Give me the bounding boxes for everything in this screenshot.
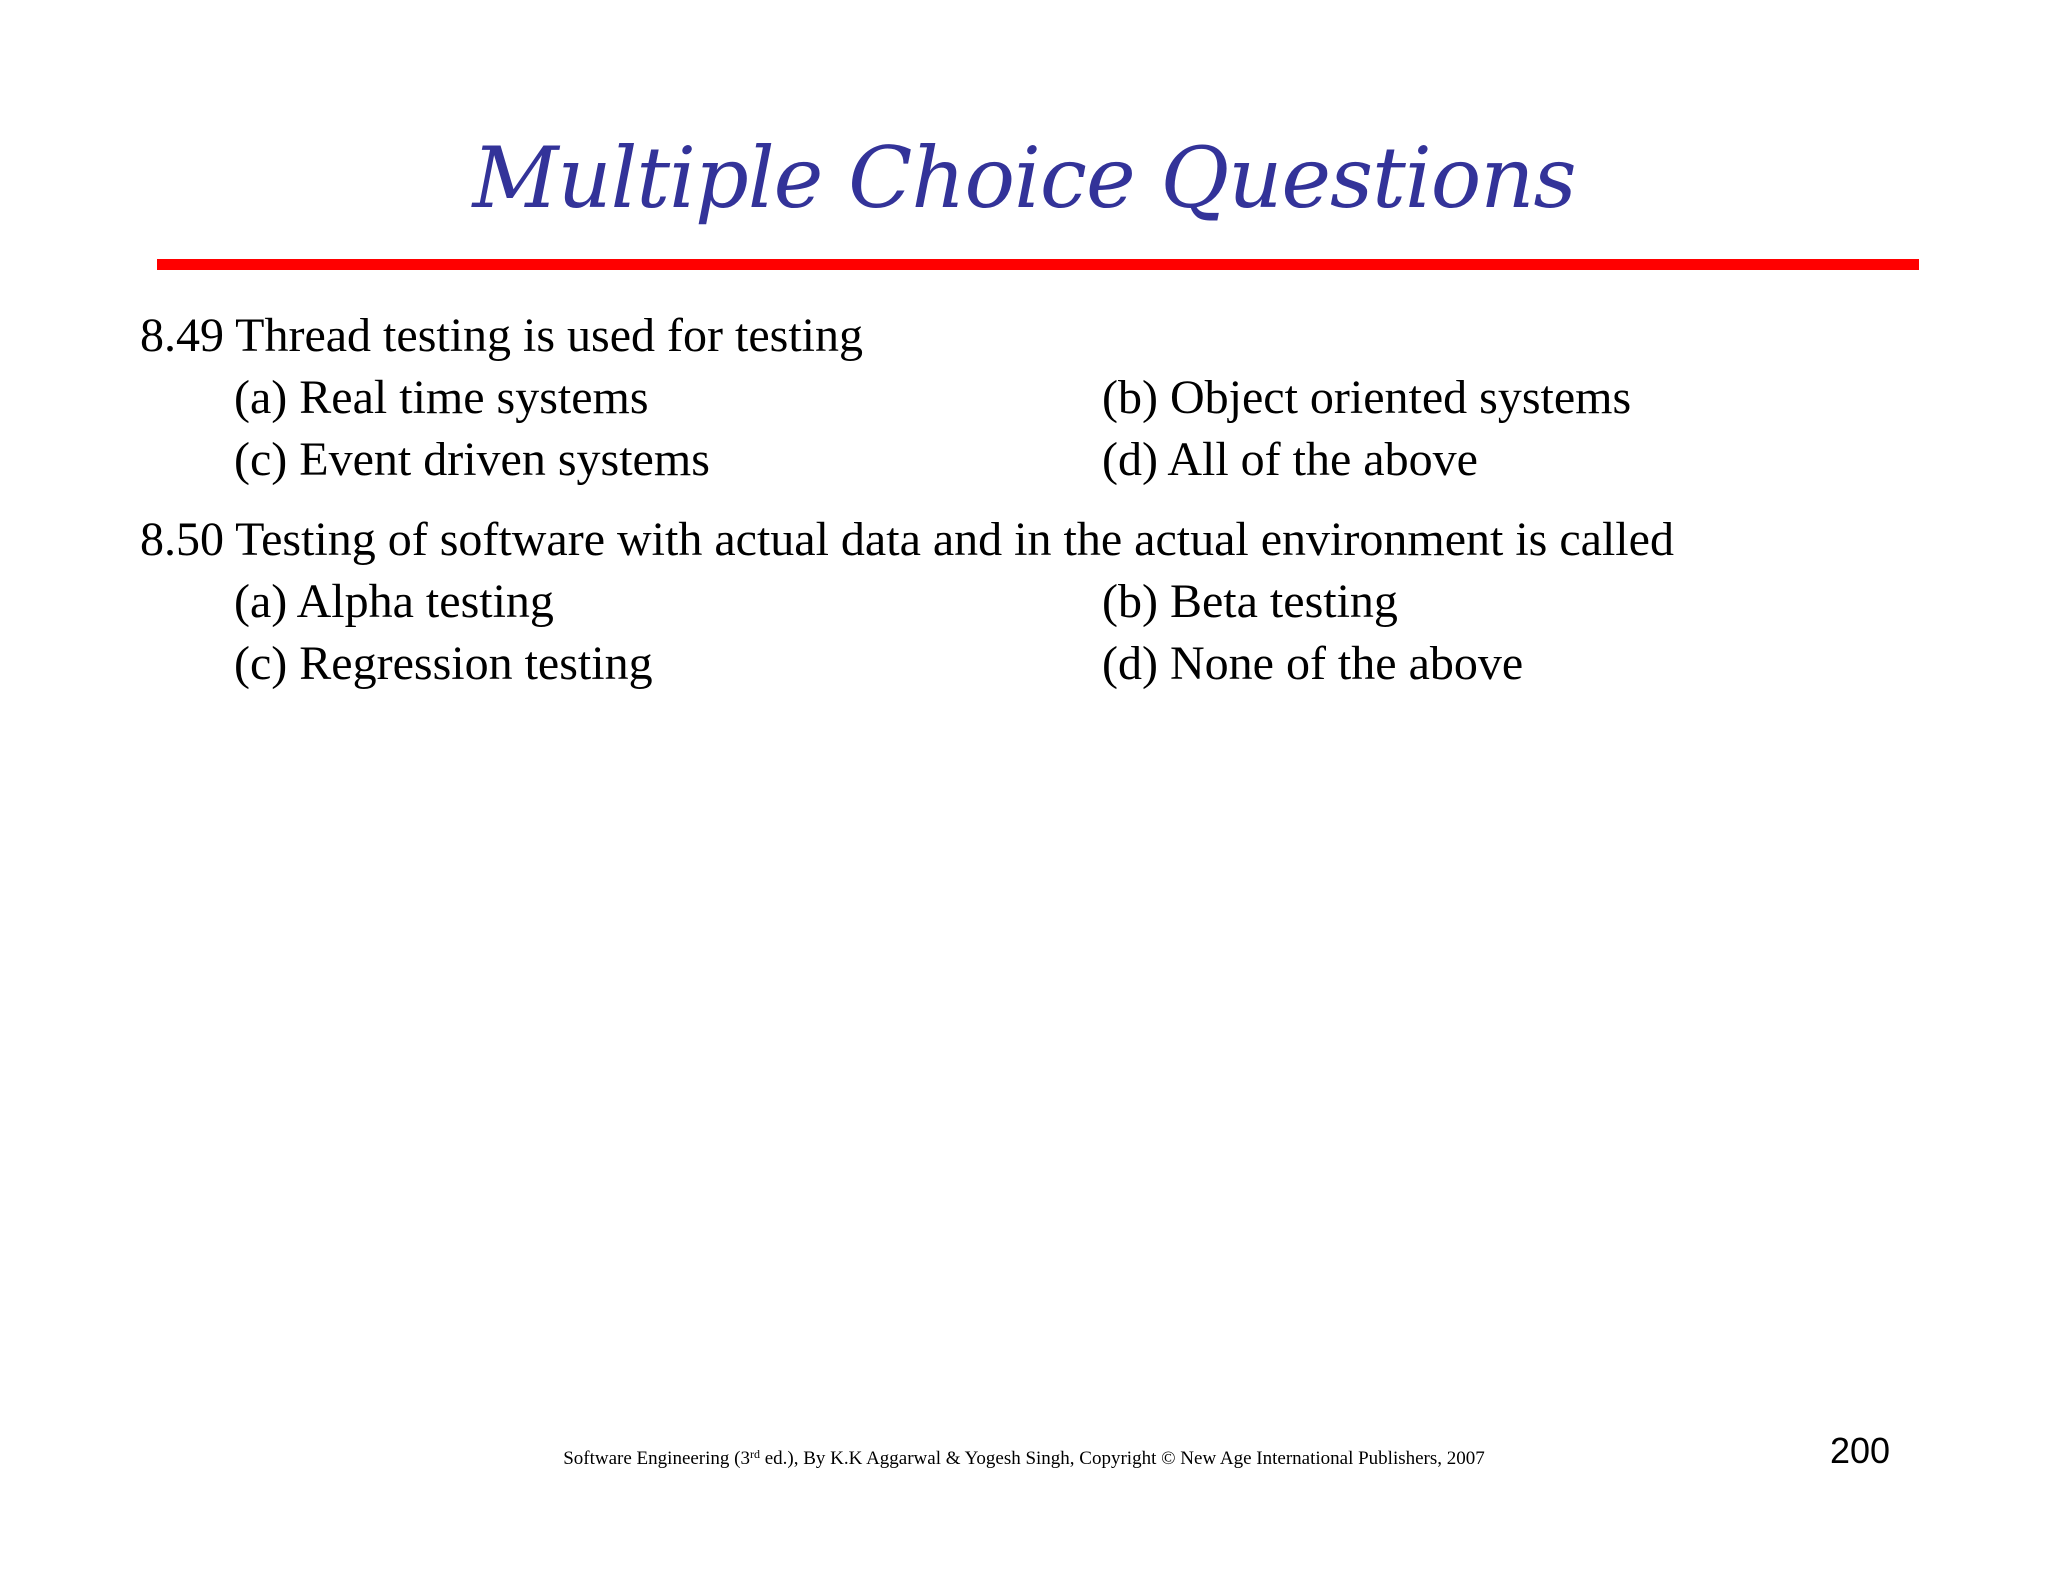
- option-8-50-d: (d) None of the above: [1102, 637, 1524, 690]
- footer-text-end: ed.), By K.K Aggarwal & Yogesh Singh, Copyright © New Age International Publishers, 2007: [760, 1448, 1485, 1469]
- option-8-49-b: (b) Object oriented systems: [1102, 371, 1632, 424]
- slide-title: Multiple Choice Questions: [472, 129, 1576, 227]
- option-8-49-a: (a) Real time systems: [234, 371, 649, 424]
- footer-text-start: Software Engineering (3: [563, 1448, 750, 1469]
- page-number: 200: [1830, 1430, 1891, 1471]
- title-divider: [157, 259, 1919, 270]
- option-8-50-a: (a) Alpha testing: [234, 575, 554, 628]
- question-8-50: 8.50 Testing of software with actual data and in the actual environment is called: [140, 513, 1674, 566]
- option-8-50-b: (b) Beta testing: [1102, 575, 1398, 628]
- option-8-49-c: (c) Event driven systems: [234, 433, 710, 486]
- question-8-49: 8.49 Thread testing is used for testing: [140, 309, 863, 362]
- footer-citation: [0, 1447, 2048, 1471]
- option-8-50-c: (c) Regression testing: [234, 637, 653, 690]
- footer-superscript: rd: [750, 1447, 760, 1461]
- option-8-49-d: (d) All of the above: [1102, 433, 1478, 486]
